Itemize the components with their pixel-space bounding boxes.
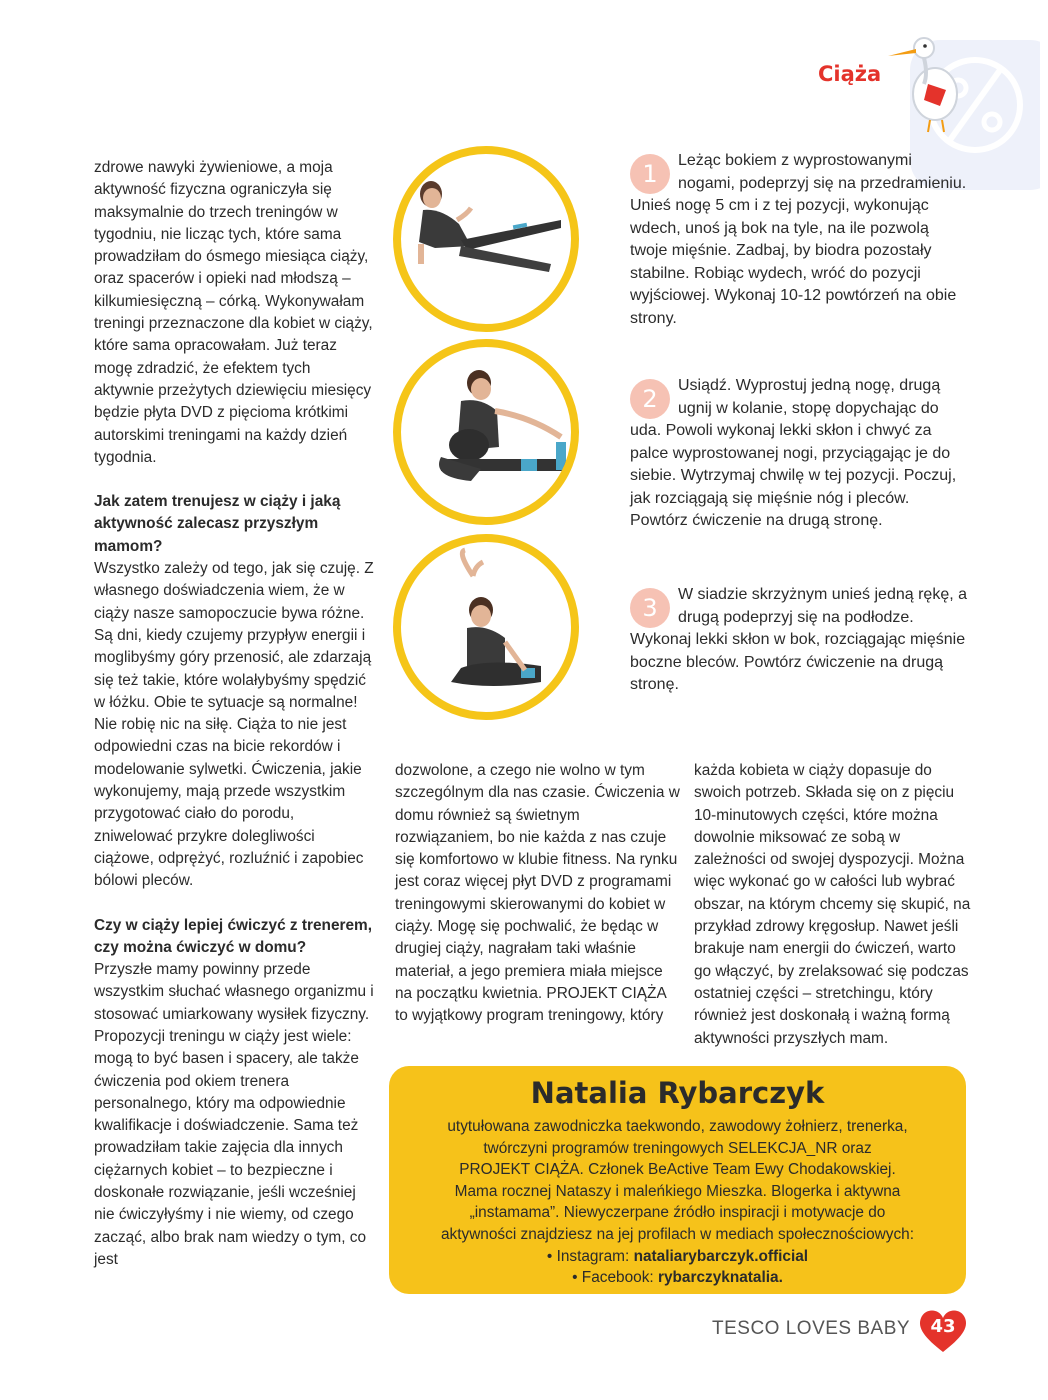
- bio-line: „instamama”. Niewyczerpane źródło inspiracji i motywacje do: [469, 1204, 886, 1222]
- answer-paragraph: Przyszłe mamy powinny przede wszystkim słuchać własnego organizmu i stosować umiarkowany wysiłek fizyczny. Propozycji treningu w ciąży jest wiele: mogą to być basen i spacery, ale także ćwiczenia pod okiem trenera personalnego, który ma odpowiednie kwalifikacje i doświadczenie. Sama też prowadziłam takie zajęcia dla innych ciężarnych kobiet – to bezpieczne i doskonałe rozwiązanie, jeśli wcześniej nie ćwiczyłyśmy i nie wiemy, od czego zacząć, albo brak nam wiedzy o tym, co jest: [94, 961, 374, 1268]
- step-number-badge: 3: [630, 588, 670, 628]
- answer-paragraph: Wszystko zależy od tego, jak się czuję. Z własnego doświadczenia wiem, że w ciąży nasze samopoczucie bywa różne. Są dni, kiedy czujemy przypływ energii i moglibyśmy góry przenosić, ale zdarzają się też takie, które wolałybyśmy spędzić w łóżku. Obie te sytuacje są normalne! Nie robię nic na siłę. Ciąża to nie jest odpowiedni czas na bicie rekordów i modelowanie sylwetki. Ćwiczenia, jakie wykonujemy, mają przede wszystkim przygotować ciało do porodu, zniwelować przykre dolegliwości ciążowe, odprężyć, rozluźnić i zapobiec bólowi pleców.: [94, 560, 374, 890]
- section-title: Ciąża: [818, 62, 882, 86]
- facebook-line: • Facebook: rybarczyknatalia.: [572, 1269, 783, 1287]
- intro-paragraph: zdrowe nawyki żywieniowe, a moja aktywność fizyczna ograniczyła się maksymalnie do trzech treningów w tygodniu, nie licząc tych, które sama prowadziłam do ósmego miesiąca ciąży, oraz spacerów i opieki nad młodszą – kilkumiesięczną – córką. Wykonywałam treningi przeznaczone dla kobiet w ciąży, które sama opracowałam. Już teraz mogę zdradzić, że efektem tych aktywnie przeżytych dziewięciu miesięcy będzie płyta DVD z pięcioma krótkimi autorskimi treningami na każdy dzień tygodnia.: [94, 159, 373, 466]
- exercise-photo-1: [393, 146, 579, 332]
- body-paragraph: każda kobieta w ciąży dopasuje do swoich potrzeb. Składa się on z pięciu 10-minutowych części, które można dowolnie miksować ze sobą w zależności od swojej dyspozycji. Można więc wykonać go w całości lub wybrać obszar, na którym chcemy się skupić, na przykład zdrowy kręgosłup. Nawet jeśli brakuje nam energii do ćwiczeń, warto go włączyć, by zrelaksować się podczas ostatniej części – stretchingu, który również jest doskonałą i ważną formą aktywności przyszłych mam.: [694, 762, 971, 1047]
- body-paragraph: dozwolone, a czego nie wolno w tym szczególnym dla nas czasie. Ćwiczenia w domu również są świetnym rozwiązaniem, bo nie każda z nas czuje się komfortowo w klubie fitness. Na rynku jest coraz więcej płyt DVD z programami treningowymi skierowanymi do kobiet w ciąży. Mogę się pochwalić, że będąc w drugiej ciąży, nagrałam taki właśnie materiał, a jego premiera miała miejsce na początku kwietnia. PROJEKT CIĄŻA to wyjątkowy program treningowy, który: [395, 762, 680, 1025]
- step-number-badge: 2: [630, 379, 670, 419]
- bio-line: twórczyni programów treningowych SELEKCJA_NR oraz: [483, 1139, 872, 1157]
- article-column-2: [395, 760, 680, 1028]
- magazine-brand: TESCO LOVES BABY: [712, 1318, 911, 1339]
- stork-icon: [880, 34, 975, 134]
- exercise-photo-3: [393, 534, 579, 720]
- instagram-handle: nataliarybarczyk.official: [633, 1247, 809, 1265]
- exercise-photo-2: [393, 339, 579, 525]
- question-heading: Czy w ciąży lepiej ćwiczyć z trenerem, czy można ćwiczyć w domu?: [94, 916, 373, 956]
- exercise-step-2: [630, 375, 970, 533]
- exercise-step-1: [630, 150, 970, 330]
- step-text: Usiądź. Wyprostuj jedną nogę, drugą ugnij w kolanie, stopę dopychając do uda. Powoli wykonaj lekki skłon i chwyć za palce wyprostowanej nogi, przyciągając je do siebie. Wytrzymaj chwilę w tej pozycji. Poczuj, jak rozciągają się mięśnie nóg i pleców. Powtórz ćwiczenie na drugą stronę.: [630, 377, 957, 529]
- exercise-step-3: [630, 584, 970, 697]
- page-number: 43: [930, 1316, 956, 1337]
- bio-line: utytułowana zawodniczka taekwondo, zawodowy żołnierz, trenerka,: [447, 1118, 908, 1135]
- facebook-handle: rybarczyknatalia.: [657, 1269, 783, 1287]
- step-text: Leżąc bokiem z wyprostowanymi nogami, podeprzyj się na przedramieniu. Unieś nogę 5 cm i z tej pozycji, wykonując wdech, unoś ją bok na tyle, na ile pozwolą twoje mięśnie. Zadbaj, by biodra pozostały stabilne. Robiąc wydech, wróć do pozycji wyjściowej. Wykonaj 10-12 powtórzeń na obie strony.: [630, 152, 967, 327]
- step-number-badge: 1: [630, 154, 670, 194]
- author-name: Natalia Rybarczyk: [530, 1076, 825, 1110]
- article-column-1: [94, 157, 374, 1271]
- question-heading: Jak zatem trenujesz w ciąży i jaką aktywność zalecasz przyszłym mamom?: [94, 493, 341, 555]
- instagram-line: • Instagram: nataliarybarczyk.official: [546, 1247, 809, 1265]
- bio-line: PROJEKT CIĄŻA. Członek BeActive Team Ewy Chodakowskiej.: [459, 1161, 896, 1179]
- author-bio-box: [389, 1066, 966, 1294]
- bio-line: Mama rocznej Nataszy i maleńkiego Mieszka. Blogerka i aktywna: [454, 1182, 901, 1200]
- step-text: W siadzie skrzyżnym unieś jedną rękę, a drugą podeprzyj się na podłodze. Wykonaj lekki skłon w bok, rozciągając mięśnie boczne bleców. Powtórz ćwiczenie na drugą stronę.: [630, 586, 967, 693]
- article-column-3: [694, 760, 974, 1050]
- bio-line: aktywności znajdziesz na jej profilach w mediach społecznościowych:: [440, 1225, 915, 1243]
